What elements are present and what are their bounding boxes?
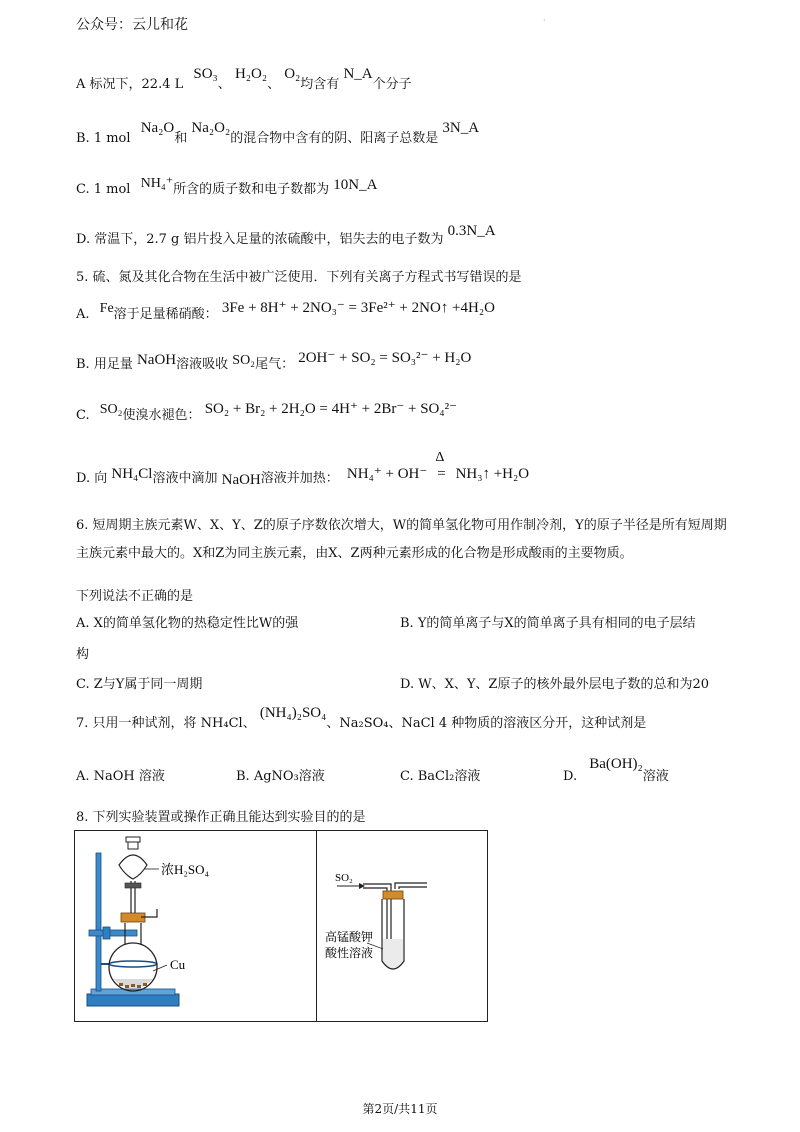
q5-option-c: C. SO₂使溴水褪色： SO₂ + Br₂ + 2H₂O = 4H⁺ + 2Br⁻ + SO₄²⁻ xyxy=(76,401,458,423)
label-permanganate-line2: 酸性溶液 xyxy=(325,946,374,960)
q4-option-b: B. 1 mol Na₂O和 Na₂O₂的混合物中含有的阴、阳离子总数是 3N_A xyxy=(76,120,480,146)
label-copper: Cu xyxy=(170,957,186,972)
q6-stem: 6. 短周期主族元素W、X、Y、Z的原子序数依次增大，W的简单氢化物可用作制冷剂，Y的原子半径是所有短周期主族元素中最大的。X和Z为同主族元素，由X、Z两种元素形成的化合物是形成酸雨的主要物质。 xyxy=(76,518,727,561)
q7-option-b: B. AgNO₃溶液 xyxy=(236,769,325,784)
page-number-footer: 第2页/共11页 xyxy=(362,1102,438,1116)
sulfur-dioxide-absorption-apparatus xyxy=(317,831,487,1021)
q4-option-a: A 标况下，22.4 L SO₃、 H₂O₂、 O₂均含有 N_A个分子 xyxy=(76,66,412,92)
label-permanganate-line1: 高锰酸钾 xyxy=(325,930,374,944)
q8-stem: 8. 下列实验装置或操作正确且能达到实验目的的是 xyxy=(76,810,366,825)
corner-dot: · xyxy=(543,16,546,25)
q7-stem: 7. 只用一种试剂，将 NH₄Cl、 (NH₄)₂SO₄、Na₂SO₄、NaCl 4 种物质的溶液区分开，这种试剂是 xyxy=(76,705,647,731)
label-conc-sulfuric-acid: 浓H₂SO₄ xyxy=(161,862,210,877)
q5-stem: 5. 硫、氮及其化合物在生活中被广泛使用．下列有关离子方程式书写错误的是 xyxy=(76,270,522,285)
heat-delta-symbol: Δ xyxy=(435,450,445,465)
q6-ask: 下列说法不正确的是 xyxy=(76,589,194,604)
page-header: 公众号：云儿和花 xyxy=(76,17,188,33)
q5-option-d: D. 向 NH₄Cl溶液中滴加 NaOH溶液并加热： NH₄⁺ + OH⁻ Δ = NH₃↑ +H₂O xyxy=(76,450,530,488)
q4-option-c: C. 1 mol NH₄⁺所含的质子数和电子数都为 10N_A xyxy=(76,176,378,197)
q4-option-d: D. 常温下，2.7 g 铝片投入足量的浓硫酸中，铝失去的电子数为 0.3N_A xyxy=(76,223,496,247)
q6-option-b-continued: 构 xyxy=(76,647,90,662)
q7-option-a: A. NaOH 溶液 xyxy=(76,769,165,784)
copper-acid-reaction-apparatus xyxy=(75,831,315,1021)
q5-option-b: B. 用足量 NaOH溶液吸收 SO₂尾气： 2OH⁻ + SO₂ = SO₃²⁻ + H₂O xyxy=(76,350,472,372)
q6-option-b: B. Y的简单离子与X的简单离子具有相同的电子层结 xyxy=(400,616,696,631)
q8-apparatus-table xyxy=(74,830,488,1022)
q7-option-c: C. BaCl₂溶液 xyxy=(400,769,481,784)
q5-option-a: A. Fe溶于足量稀硝酸： 3Fe + 8H⁺ + 2NO₃⁻ = 3Fe²⁺ + 2NO↑ +4H₂O xyxy=(76,300,495,322)
q6-option-a: A. X的简单氢化物的热稳定性比W的强 xyxy=(76,616,299,631)
q6-option-d: D. W、X、Y、Z原子的核外最外层电子数的总和为20 xyxy=(400,677,709,692)
label-sulfur-dioxide: SO₂ xyxy=(335,872,353,884)
q6-option-c: C. Z与Y属于同一周期 xyxy=(76,677,203,692)
q7-option-d: D. Ba(OH)₂溶液 xyxy=(563,756,669,784)
